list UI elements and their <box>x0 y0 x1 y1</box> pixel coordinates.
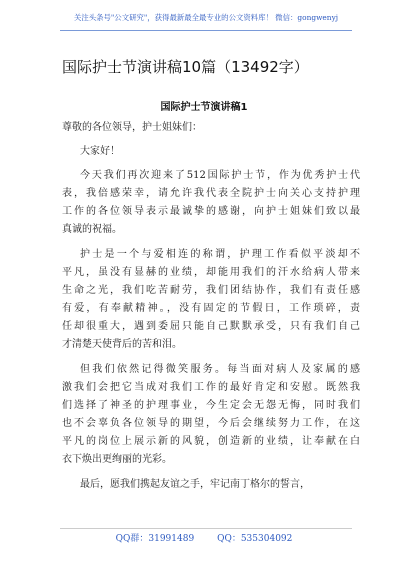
paragraph-1-line-2: 表，我倍感荣幸，请允许我代表全院护士向关心支持护理 <box>62 188 360 199</box>
footer-contacts <box>0 531 408 547</box>
paragraph-2-line-1: 护士是一个与爱相连的称谓，护理工作看似平淡却不 <box>80 249 360 260</box>
paragraph-1-line-3: 工作的各位领导表示最诚挚的感谢，向护士姐妹们致以最 <box>62 206 360 217</box>
header-divider <box>60 30 352 31</box>
header-banner[interactable]: 关注头条号"公文研究"，获得最新最全最专业的公文资料库！ 微信：gongwenyj <box>73 13 339 22</box>
footer-qq-group[interactable]: QQ群：31991489 <box>115 534 195 544</box>
section-title: 国际护士节演讲稿1 <box>160 102 248 113</box>
paragraph-3-line-6: 衣下焕出更绚丽的光彩。 <box>62 454 172 465</box>
document-title: 国际护士节演讲稿10篇（13492字） <box>62 58 309 76</box>
greeting-line: 尊敬的各位领导，护士姐妹们： <box>62 122 202 133</box>
paragraph-2-line-5: 任却很重大，遇到委屈只能自己默默承受，只有我们自己 <box>62 321 360 332</box>
paragraph-2-line-3: 生命之光，我们吃苦耐劳，我们团结协作，我们有责任感 <box>62 285 360 296</box>
paragraph-3-line-4: 也不会辜负各位领导的期望，今后会继续努力工作，在这 <box>62 418 360 429</box>
paragraph-3-line-3: 们选择了神圣的护理事业，今生定会无怨无悔，同时我们 <box>62 400 360 411</box>
paragraph-2-line-2: 平凡，虽没有显赫的业绩，却能用我们的汗水给病人带来 <box>62 267 360 278</box>
footer-divider <box>60 528 352 529</box>
paragraph-4-line-1: 最后，愿我们携起友谊之手，牢记南丁格尔的誓言， <box>80 479 310 490</box>
paragraph-1-line-4: 真诚的祝福。 <box>62 224 122 235</box>
paragraph-2-line-6: 才清楚天使背后的苦和泪。 <box>62 339 182 350</box>
paragraph-3-line-2: 激我们会把它当成对我们工作的最好肯定和安慰。既然我 <box>62 382 360 393</box>
paragraph-2-line-4: 有爱，有奉献精神。，没有固定的节假日，工作琐碎，责 <box>62 303 360 314</box>
footer-qq[interactable]: QQ：535304092 <box>217 534 293 544</box>
paragraph-3-line-1: 但我们依然记得微笑服务。每当面对病人及家属的感 <box>80 364 360 375</box>
hello-line: 大家好！ <box>80 146 120 157</box>
paragraph-1-line-1: 今天我们再次迎来了512国际护士节，作为优秀护士代 <box>80 170 360 181</box>
paragraph-3-line-5: 平凡的岗位上展示新的风貌，创造新的业绩，让奉献在白 <box>62 436 360 447</box>
